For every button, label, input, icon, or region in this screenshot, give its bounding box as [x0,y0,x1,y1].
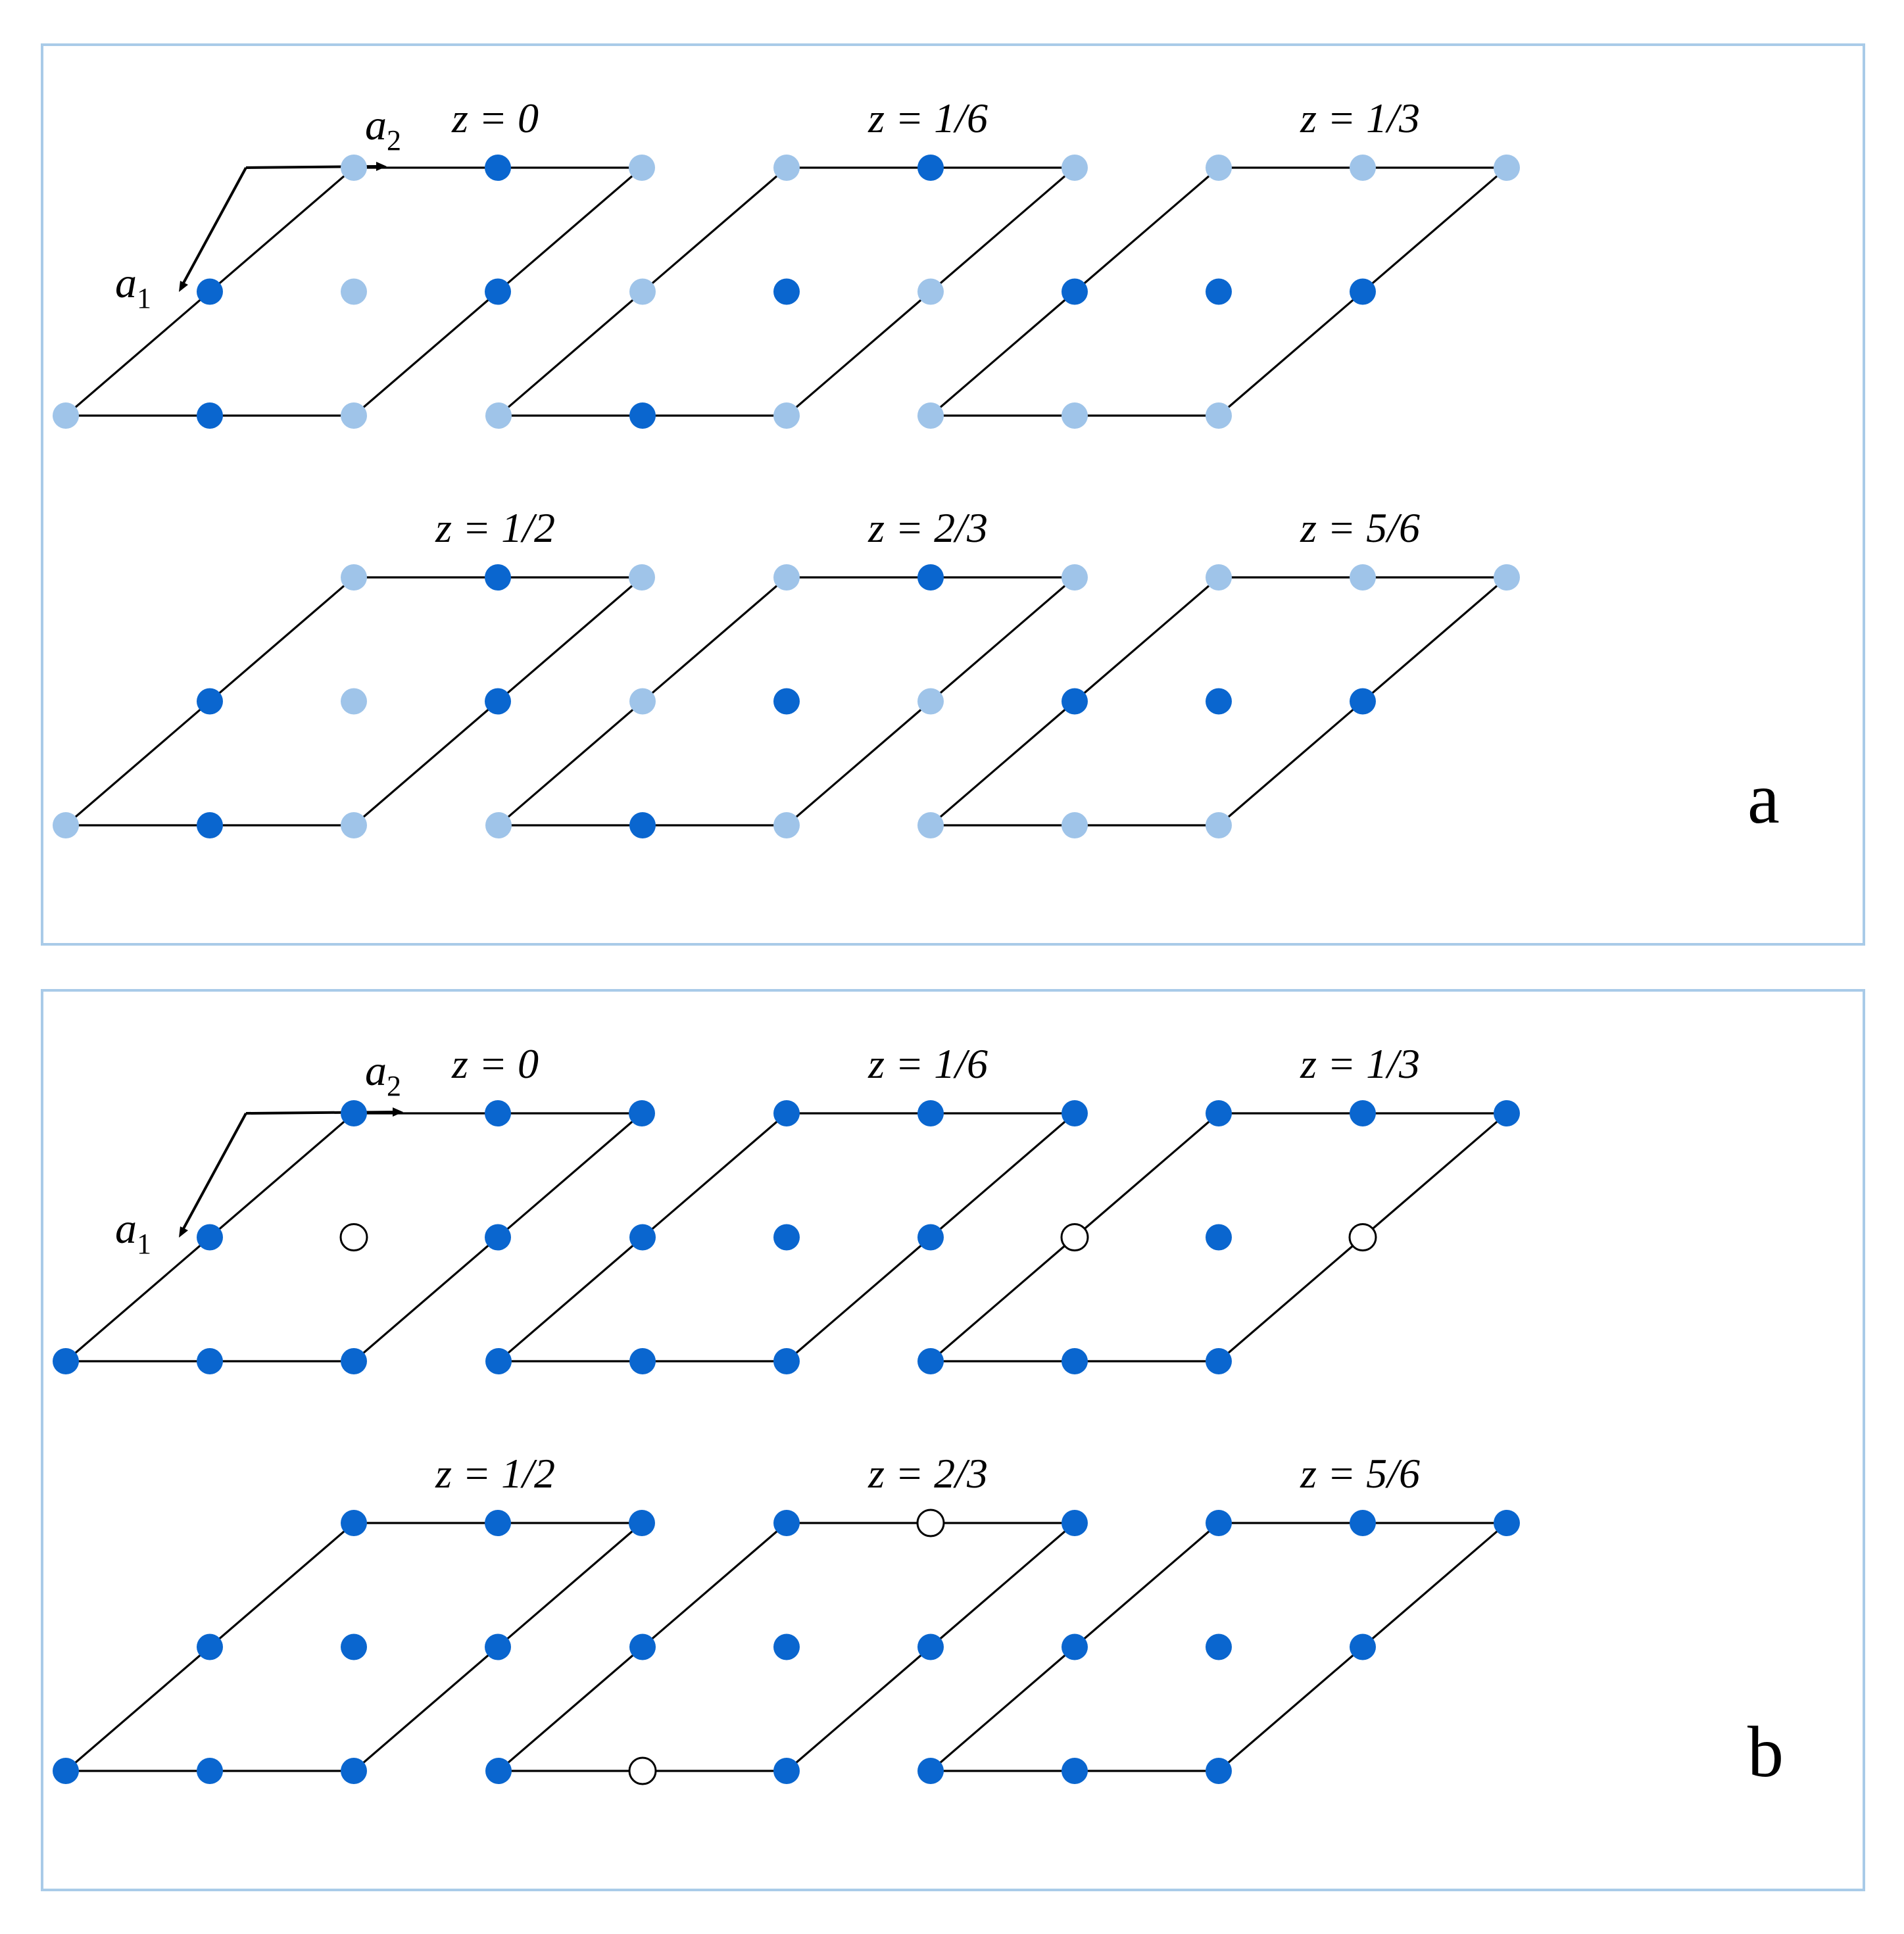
dark-site-center [341,1634,367,1660]
dark-site-corner-top-left [341,1100,367,1126]
a2-axis-label: a2 [365,1047,401,1102]
dark-site-center [1206,1224,1232,1251]
light-site-corner-top-right [1494,564,1520,591]
dark-site-edge-bottom-mid [197,1348,223,1374]
layer-cell [53,95,655,429]
dark-site-edge-bottom-mid [629,812,656,838]
layer-cell [917,504,1520,838]
layer-cell [485,1450,1088,1784]
dark-site-center [773,1634,800,1660]
layer-label: z = 2/3 [868,504,988,551]
dark-site-edge-top-mid [917,564,944,591]
dark-site-edge-top-mid [917,1100,944,1126]
light-site-edge-top-mid [1350,155,1376,181]
dark-site-center [1206,279,1232,305]
dark-site-corner-top-right [629,1510,655,1536]
light-site-corner-bottom-right [773,812,800,838]
vacancy-site-edge-left-mid [1062,1224,1088,1251]
light-site-corner-top-right [1062,564,1088,591]
dark-site-edge-left-mid [197,1634,223,1660]
dark-site-corner-top-left [341,1510,367,1536]
dark-site-corner-bottom-right [773,1758,800,1784]
layer-label: z = 1/3 [1300,1040,1420,1087]
dark-site-edge-left-mid [629,1224,656,1251]
light-site-corner-bottom-right [1206,402,1232,429]
dark-site-edge-left-mid [629,1634,656,1660]
dark-site-corner-top-left [773,1100,800,1126]
dark-site-center [773,279,800,305]
dark-site-corner-top-right [1062,1510,1088,1536]
layer-label: z = 1/6 [868,1040,988,1087]
light-site-corner-top-right [629,155,655,181]
panel-frame [42,45,1864,944]
light-site-corner-bottom-left [917,812,944,838]
layer-cell [485,504,1088,838]
dark-site-edge-right-mid [485,689,511,715]
layer-cell [485,1040,1088,1374]
a2-axis-label: a2 [365,101,401,157]
vacancy-site-edge-top-mid [917,1510,944,1536]
dark-site-corner-bottom-left [917,1758,944,1784]
dark-site-corner-bottom-right [1206,1348,1232,1374]
dark-site-corner-bottom-right [1206,1758,1232,1784]
dark-site-corner-top-left [1206,1100,1232,1126]
dark-site-edge-bottom-mid [1062,1758,1088,1784]
dark-site-edge-top-mid [485,564,511,591]
panel-a [42,45,1864,944]
vacancy-site-edge-right-mid [1350,1224,1376,1251]
panel-letter: b [1747,1712,1784,1792]
light-site-corner-top-left [773,564,800,591]
panel-b [42,990,1864,1890]
dark-site-corner-bottom-right [341,1348,367,1374]
light-site-corner-bottom-right [341,402,367,429]
dark-site-edge-bottom-mid [197,1758,223,1784]
light-site-corner-bottom-right [341,812,367,838]
dark-site-corner-bottom-left [53,1758,79,1784]
dark-site-corner-bottom-left [485,1758,512,1784]
light-site-edge-right-mid [917,689,944,715]
dark-site-edge-right-mid [1350,279,1376,305]
dark-site-edge-left-mid [197,1224,223,1251]
light-site-corner-top-left [341,155,367,181]
dark-site-edge-right-mid [1350,1634,1376,1660]
light-site-corner-top-left [1206,564,1232,591]
dark-site-corner-top-right [1494,1100,1520,1126]
dark-site-edge-right-mid [485,1224,511,1251]
light-site-corner-bottom-right [773,402,800,429]
dark-site-edge-bottom-mid [197,402,223,429]
dark-site-center [1206,689,1232,715]
dark-site-corner-top-right [629,1100,655,1126]
dark-site-corner-bottom-right [773,1348,800,1374]
light-site-corner-top-right [629,564,655,591]
layer-cell [917,95,1520,429]
dark-site-edge-right-mid [485,1634,511,1660]
dark-site-edge-bottom-mid [1062,1348,1088,1374]
layer-cell [53,1040,655,1374]
dark-site-edge-bottom-mid [629,402,656,429]
dark-site-edge-right-mid [1350,689,1376,715]
dark-site-edge-right-mid [485,279,511,305]
light-site-corner-top-left [773,155,800,181]
dark-site-corner-bottom-left [53,1348,79,1374]
layer-cell [53,504,655,838]
layer-label: z = 0 [451,1040,539,1087]
light-site-edge-right-mid [917,279,944,305]
dark-site-edge-bottom-mid [629,1348,656,1374]
dark-site-corner-top-right [1062,1100,1088,1126]
light-site-corner-bottom-left [485,402,512,429]
light-site-edge-left-mid [629,689,656,715]
light-site-edge-bottom-mid [1062,812,1088,838]
dark-site-edge-top-mid [485,1510,511,1536]
layer-label: z = 1/2 [435,504,555,551]
layer-cell [485,95,1088,429]
light-site-corner-bottom-left [53,812,79,838]
light-site-corner-bottom-right [1206,812,1232,838]
dark-site-edge-bottom-mid [197,812,223,838]
light-site-corner-top-right [1062,155,1088,181]
dark-site-edge-top-mid [485,1100,511,1126]
layer-label: z = 0 [451,95,539,141]
dark-site-center [773,689,800,715]
dark-site-edge-left-mid [1062,279,1088,305]
vacancy-site-center [341,1224,367,1251]
layer-cell [917,1040,1520,1374]
a1-axis-label: a1 [115,1205,151,1260]
layer-label: z = 1/6 [868,95,988,141]
dark-site-edge-top-mid [917,155,944,181]
light-site-corner-bottom-left [917,402,944,429]
a1-axis-label: a1 [115,259,151,314]
a2-arrow-head [393,1107,403,1117]
a1-arrow-head [179,281,188,292]
layer-label: z = 2/3 [868,1450,988,1497]
dark-site-edge-top-mid [1350,1510,1376,1536]
dark-site-corner-top-left [773,1510,800,1536]
dark-site-edge-left-mid [1062,689,1088,715]
dark-site-corner-top-right [1494,1510,1520,1536]
panel-letter: a [1747,758,1780,838]
dark-site-corner-top-left [1206,1510,1232,1536]
layer-cell [917,1450,1520,1784]
dark-site-corner-bottom-right [341,1758,367,1784]
layer-cells [53,1040,1520,1784]
light-site-edge-bottom-mid [1062,402,1088,429]
dark-site-edge-top-mid [485,155,511,181]
panel-frame [42,990,1864,1890]
dark-site-edge-top-mid [1350,1100,1376,1126]
a2-arrow-head [376,162,387,171]
light-site-center [341,279,367,305]
dark-site-edge-right-mid [917,1224,944,1251]
vacancy-site-edge-bottom-mid [629,1758,656,1784]
layer-cells [53,95,1520,838]
light-site-edge-left-mid [629,279,656,305]
layer-label: z = 1/2 [435,1450,555,1497]
dark-site-edge-left-mid [197,689,223,715]
dark-site-edge-left-mid [197,279,223,305]
dark-site-corner-bottom-left [485,1348,512,1374]
light-site-corner-top-right [1494,155,1520,181]
layer-label: z = 5/6 [1300,504,1420,551]
dark-site-center [773,1224,800,1251]
a1-arrow-head [179,1226,188,1238]
light-site-corner-top-left [1206,155,1232,181]
dark-site-corner-bottom-left [917,1348,944,1374]
light-site-center [341,689,367,715]
layer-label: z = 5/6 [1300,1450,1420,1497]
light-site-corner-top-left [341,564,367,591]
layer-cell [53,1450,655,1784]
dark-site-center [1206,1634,1232,1660]
layer-label: z = 1/3 [1300,95,1420,141]
light-site-corner-bottom-left [485,812,512,838]
light-site-corner-bottom-left [53,402,79,429]
dark-site-edge-left-mid [1062,1634,1088,1660]
light-site-edge-top-mid [1350,564,1376,591]
dark-site-edge-right-mid [917,1634,944,1660]
